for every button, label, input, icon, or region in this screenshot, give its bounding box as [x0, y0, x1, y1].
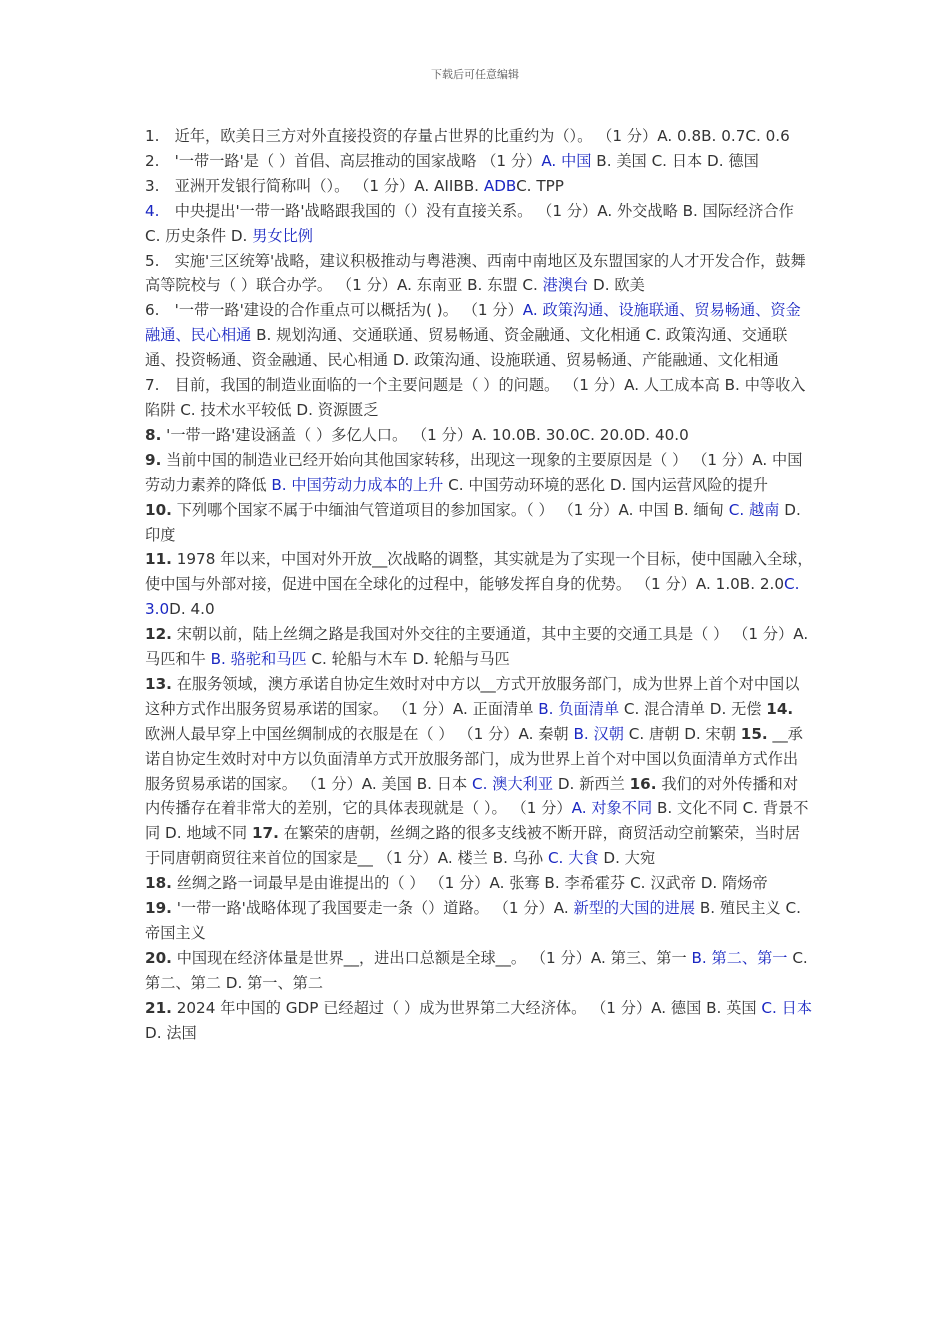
- question-text: 16.: [629, 774, 657, 793]
- answer-highlight: 新型的大国的进展: [573, 899, 695, 918]
- answer-highlight: ADB: [483, 176, 517, 195]
- answer-highlight: C. 大食: [547, 849, 599, 868]
- answer-highlight: B. 第二、第一: [691, 948, 788, 967]
- question-q10: [145, 498, 813, 548]
- question-q21: [145, 996, 813, 1046]
- answer-highlight: 港澳台: [542, 276, 589, 295]
- answer-highlight: 男女比例: [252, 226, 313, 245]
- answer-highlight: B. 负面清单: [538, 699, 620, 718]
- question-text: D. 4.0: [169, 600, 215, 619]
- question-q9: [145, 448, 813, 498]
- question-text: 宋朝以前，陆上丝绸之路是我国对外交往的主要通道，其中主要的交通工具是（ ） （1 分）A. 马匹和牛: [145, 625, 809, 669]
- question-text: D. 欧美: [588, 276, 645, 295]
- question-text: '一带一路'建设涵盖（ ）多亿人口。 （1 分）A. 10.0B. 30.0C. 20.0D. 40.0: [161, 425, 689, 444]
- question-q1: [145, 124, 813, 149]
- question-text: D. 印度: [145, 500, 801, 544]
- question-text: 10.: [145, 500, 172, 519]
- question-q12: [145, 622, 813, 672]
- question-q19: [145, 896, 813, 946]
- question-text: 在繁荣的唐朝，丝绸之路的很多支线被不断开辟，商贸活动空前繁荣，当时居于同唐朝商贸往来首位的国家是__ （1 分）A. 楼兰 B. 乌孙: [145, 824, 801, 868]
- question-text: 当前中国的制造业已经开始向其他国家转移，出现这一现象的主要原因是（ ） （1 分）A. 中国劳动力素养的降低: [145, 450, 803, 494]
- question-q20: [145, 946, 813, 996]
- answer-highlight: A. 中国: [541, 151, 592, 170]
- question-q6: [145, 298, 813, 373]
- question-text: 中央提出'一带一路'战略跟我国的（）没有直接关系。 （1 分）A. 外交战略 B. 国际经济合作 C. 历史条件 D.: [145, 201, 794, 245]
- question-text: 17.: [251, 824, 279, 843]
- question-text: D. 大宛: [598, 849, 656, 868]
- answer-highlight: B. 中国劳动力成本的上升: [271, 475, 444, 494]
- question-q11: [145, 547, 813, 622]
- question-text: 下列哪个国家不属于中缅油气管道项目的参加国家。（ ） （1 分）A. 中国 B. 缅甸: [171, 500, 729, 519]
- question-text: 2. '一带一路'是（ ）首倡、高层推动的国家战略 （1 分）: [145, 151, 542, 170]
- question-text: 3. 亚洲开发银行简称叫（）。 （1 分）A. AIIBB.: [145, 176, 484, 195]
- question-text: C. 中国劳动环境的恶化 D. 国内运营风险的提升: [443, 475, 768, 494]
- question-text: 1. 近年，欧美日三方对外直接投资的存量占世界的比重约为（）。 （1 分）A. 0.8B. 0.7C. 0.6: [145, 127, 790, 145]
- question-q2: [145, 149, 813, 174]
- answer-highlight: C. 日本: [761, 998, 813, 1017]
- question-text: 19.: [145, 899, 172, 918]
- question-text: 12.: [145, 625, 172, 644]
- answer-highlight: C. 越南: [728, 500, 780, 519]
- question-text: C. 唐朝 D. 宋朝: [623, 724, 741, 743]
- question-text: 11.: [145, 550, 172, 569]
- question-text: 15.: [740, 724, 768, 743]
- question-text: C. 第二、第二 D. 第一、第二: [145, 948, 808, 992]
- question-text: 我们的对外传播和对内传播存在着非常大的差别，它的具体表现就是（ ）。 （1 分）: [145, 774, 799, 818]
- question-text: 在服务领域，澳方承诺自协定生效时对中方以__方式开放服务部门，成为世界上首个对中国以这种方式作出服务贸易承诺的国家。 （1 分）A. 正面清单: [145, 674, 800, 718]
- question-q3: [145, 174, 813, 199]
- question-text: D. 新西兰: [553, 774, 630, 793]
- question-q8: [145, 423, 813, 448]
- question-text: 中国现在经济体量是世界__，进出口总额是全球__。 （1 分）A. 第三、第一: [171, 948, 692, 967]
- answer-highlight: C. 澳大利亚: [472, 774, 554, 793]
- page-header: 下载后可任意编辑: [431, 68, 519, 81]
- question-text: D. 法国: [145, 1023, 197, 1042]
- question-text: 20.: [145, 948, 172, 967]
- answer-highlight: A. 政策沟通、设施联通、贸易畅通、资金融通、民心相通: [145, 301, 801, 345]
- question-text: 21.: [145, 998, 172, 1017]
- question-text: 18.: [145, 874, 172, 893]
- question-text: '一带一路'战略体现了我国要走一条（）道路。 （1 分）A.: [171, 899, 574, 918]
- question-q7: [145, 373, 813, 423]
- answer-highlight: C. 3.0: [145, 575, 800, 619]
- answer-highlight: B. 骆驼和马匹: [210, 650, 307, 669]
- question-q5: [145, 249, 813, 299]
- question-text: B. 美国 C. 日本 D. 德国: [591, 151, 759, 170]
- answer-highlight: 4.: [145, 201, 160, 220]
- question-text: 欧洲人最早穿上中国丝绸制成的衣服是在（ ） （1 分）A. 秦朝: [145, 724, 574, 743]
- question-text: 8.: [145, 425, 162, 444]
- question-text: B. 文化不同 C. 背景不同 D. 地域不同: [145, 799, 809, 843]
- question-text: B. 殖民主义 C. 帝国主义: [145, 899, 801, 942]
- question-text: 5. 实施'三区统筹'战略，建议积极推动与粤港澳、西南中南地区及东盟国家的人才开发合作，鼓舞高等院校与（ ）联合办学。 （1 分）A. 东南亚 B. 东盟 C.: [145, 251, 806, 295]
- answer-highlight: B. 汉朝: [573, 724, 624, 743]
- question-text: C. TPP: [516, 176, 564, 195]
- question-text: 丝绸之路一词最早是由谁提出的（ ） （1 分）A. 张骞 B. 李希霍芬 C. 汉武帝 D. 隋炀帝: [171, 874, 768, 893]
- question-text: 7. 目前，我国的制造业面临的一个主要问题是（ ）的问题。 （1 分）A. 人工成本高 B. 中等收入陷阱 C. 技术水平较低 D. 资源匮乏: [145, 376, 806, 419]
- question-text: 1978 年以来，中国对外开放__次战略的调整，其实就是为了实现一个目标，使中国融入全球，使中国与外部对接，促进中国在全球化的过程中，能够发挥自身的优势。 （1 分）A. 1.0B. 2.0: [145, 550, 813, 594]
- question-text: 6. '一带一路'建设的合作重点可以概括为( )。 （1 分）: [145, 301, 523, 320]
- question-text: 14.: [766, 699, 794, 718]
- question-list: [145, 124, 813, 1046]
- question-text: 2024 年中国的 GDP 已经超过（ ）成为世界第二大经济体。 （1 分）A. 德国 B. 英国: [171, 998, 762, 1017]
- question-q13: [145, 672, 813, 871]
- question-text: C. 轮船与木车 D. 轮船与马匹: [306, 650, 510, 669]
- question-q4: [145, 199, 813, 249]
- question-q18: [145, 871, 813, 896]
- answer-highlight: A. 对象不同: [571, 799, 653, 818]
- question-text: B. 规划沟通、交通联通、贸易畅通、资金融通、文化相通 C. 政策沟通、交通联通、投资畅通、资金融通、民心相通 D. 政策沟通、设施联通、贸易畅通、产能融通、文化相通: [145, 326, 788, 370]
- question-text: 9.: [145, 450, 162, 469]
- question-text: 13.: [145, 674, 172, 693]
- question-text: C. 混合清单 D. 无偿: [619, 699, 767, 718]
- question-text: __承诺自协定生效时对中方以负面清单方式开放服务部门，成为世界上首个对中国以负面清单方式作出服务贸易承诺的国家。 （1 分）A. 美国 B. 日本: [145, 724, 803, 793]
